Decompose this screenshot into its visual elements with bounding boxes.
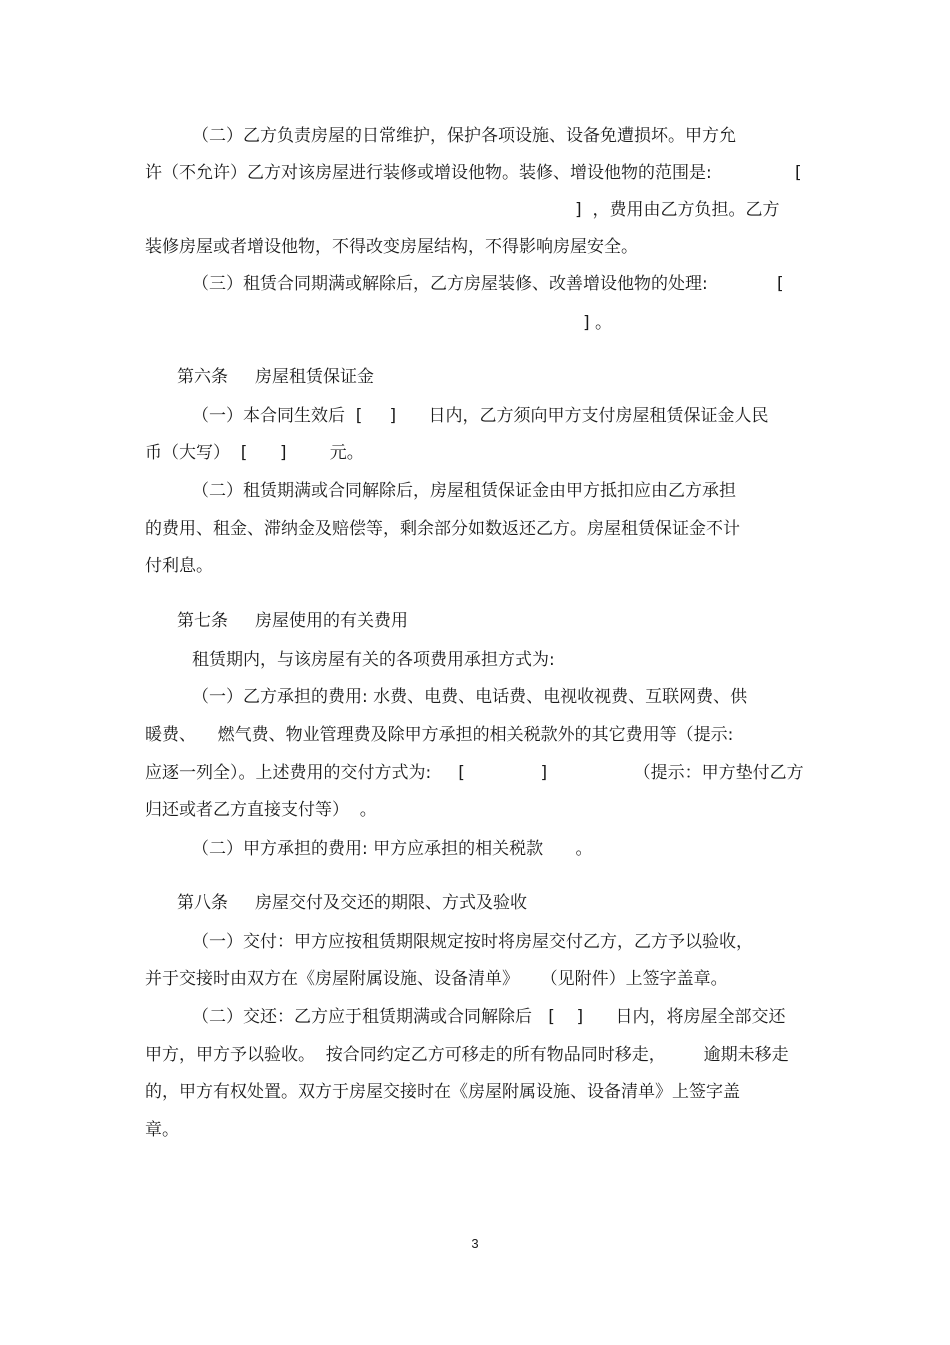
- para-6-1-line-1: （一）本合同生效后 [ ] 日内，乙方须向甲方支付房屋租赁保证金人民: [192, 406, 769, 426]
- para-6-2-line-2: 的费用、租金、滞纳金及赔偿等，剩余部分如数返还乙方。房屋租赁保证金不计: [145, 519, 740, 539]
- bracket-open: [: [795, 163, 802, 183]
- para-5-2-line-4: 装修房屋或者增设他物，不得改变房屋结构，不得影响房屋安全。: [145, 237, 638, 257]
- para-7-2: （二）甲方承担的费用: 甲方应承担的相关税款 。: [192, 839, 593, 859]
- para-8-1-line-2: 并于交接时由双方在《房屋附属设施、设备清单》 （见附件）上签字盖章。: [145, 969, 728, 989]
- para-5-2-line-2: 许（不允许）乙方对该房屋进行装修或增设他物。装修、增设他物的范围是:: [145, 163, 712, 183]
- article-7-heading: 第七条 房屋使用的有关费用: [177, 611, 409, 631]
- para-7-1-line-4: 归还或者乙方直接支付等） 。: [145, 800, 377, 820]
- article-8-heading: 第八条 房屋交付及交还的期限、方式及验收: [177, 893, 528, 913]
- para-8-2-line-1: （二）交还：乙方应于租赁期满或合同解除后 [ ] 日内，将房屋全部交还: [192, 1007, 786, 1027]
- para-7-1-line-3: 应逐一列全）。上述费用的交付方式为: [ ] （提示：甲方垫付乙方: [145, 763, 804, 783]
- para-8-2-line-2: 甲方，甲方予以验收。 按合同约定乙方可移走的所有物品同时移走， 逾期未移走: [145, 1045, 789, 1065]
- para-8-2-line-3: 的，甲方有权处置。双方于房屋交接时在《房屋附属设施、设备清单》上签字盖: [145, 1082, 740, 1102]
- bracket-open: [: [777, 274, 784, 294]
- article-6-heading: 第六条 房屋租赁保证金: [177, 367, 375, 387]
- para-6-1-line-2: 币（大写） [ ] 元。: [145, 443, 364, 463]
- para-6-2-line-1: （二）租赁期满或合同解除后，房屋租赁保证金由甲方抵扣应由乙方承担: [192, 481, 736, 501]
- para-5-2-line-1: （二）乙方负责房屋的日常维护，保护各项设施、设备免遭损坏。甲方允: [192, 126, 736, 146]
- para-5-3-line-2: ] 。: [583, 313, 613, 333]
- para-7-1-line-1: （一）乙方承担的费用: 水费、电费、电话费、电视收视费、互联网费、供: [192, 687, 748, 707]
- para-8-1-line-1: （一）交付：甲方应按租赁期限规定按时将房屋交付乙方，乙方予以验收，: [192, 932, 753, 952]
- page-number: 3: [471, 1236, 479, 1251]
- para-7-intro: 租赁期内，与该房屋有关的各项费用承担方式为:: [192, 650, 555, 670]
- para-6-2-line-3: 付利息。: [145, 556, 213, 576]
- para-5-2-line-3: ] ，费用由乙方负担。乙方: [575, 200, 780, 220]
- para-7-1-line-2: 暖费、 燃气费、物业管理费及除甲方承担的相关税款外的其它费用等（提示:: [145, 725, 734, 745]
- para-5-3-line-1: （三）租赁合同期满或解除后，乙方房屋装修、改善增设他物的处理:: [192, 274, 708, 294]
- para-8-2-line-4: 章。: [145, 1120, 179, 1140]
